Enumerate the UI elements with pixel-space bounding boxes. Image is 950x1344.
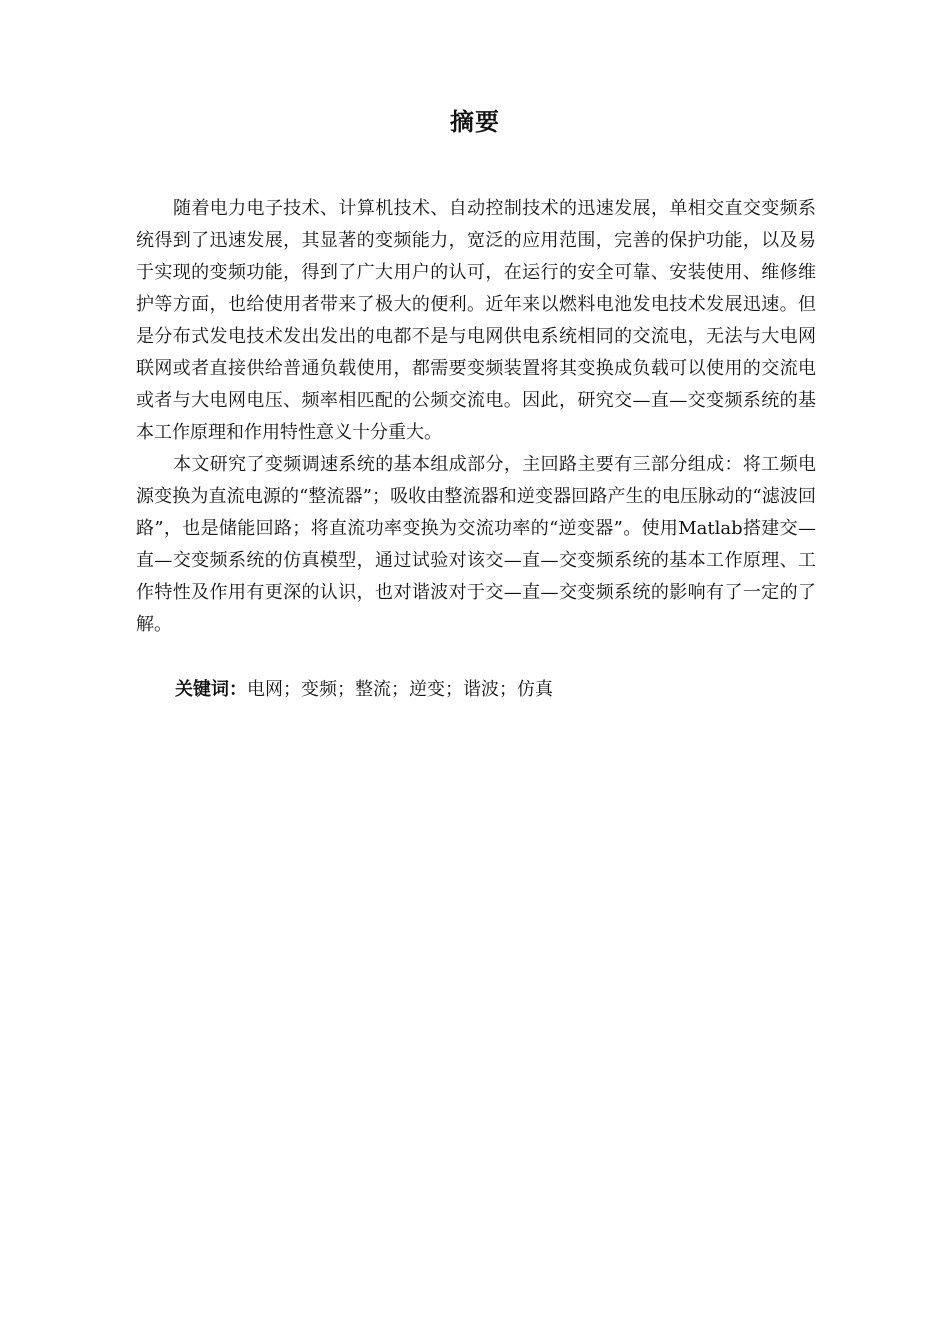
abstract-paragraph-1: 随着电力电子技术、计算机技术、自动控制技术的迅速发展，单相交直交变频系统得到了迅速发展，其显著的变频能力，宽泛的应用范围，完善的保护功能，以及易于实现的变频功能，得到了广大用户的认可，在运行的安全可靠、安装使用、维修维护等方面，也给使用者带来了极大的便利。近年来以燃料电池发电技术发展迅速。但是分布式发电技术发出发出的电都不是与电网供电系统相同的交流电，无法与大电网联网或者直接供给普通负载使用，都需要变频装置将其变换成负载可以使用的交流电或者与大电网电压、频率相匹配的公频交流电。因此，研究交—直—交变频系统的基本工作原理和作用特性意义十分重大。 bbox=[136, 198, 816, 443]
abstract-paragraph-2: 本文研究了变频调速系统的基本组成部分，主回路主要有三部分组成：将工频电源变换为直流电源的“整流器”；吸收由整流器和逆变器回路产生的电压脉动的“滤波回路”，也是储能回路；将直流功率变换为交流功率的“逆变器”。使用Matlab搭建交—直—交变频系统的仿真模型，通过试验对该交—直—交变频系统的基本工作原理、工作特性及作用有更深的认识，也对谐波对于交—直—交变频系统的影响有了一定的了解。 bbox=[136, 454, 816, 635]
keywords-line bbox=[175, 674, 815, 706]
page-title: 摘要 bbox=[450, 108, 500, 136]
keywords-label: 关键词： bbox=[175, 679, 247, 700]
keywords-list: 电网；变频；整流；逆变；谐波；仿真 bbox=[247, 679, 553, 700]
abstract-body bbox=[136, 193, 816, 641]
